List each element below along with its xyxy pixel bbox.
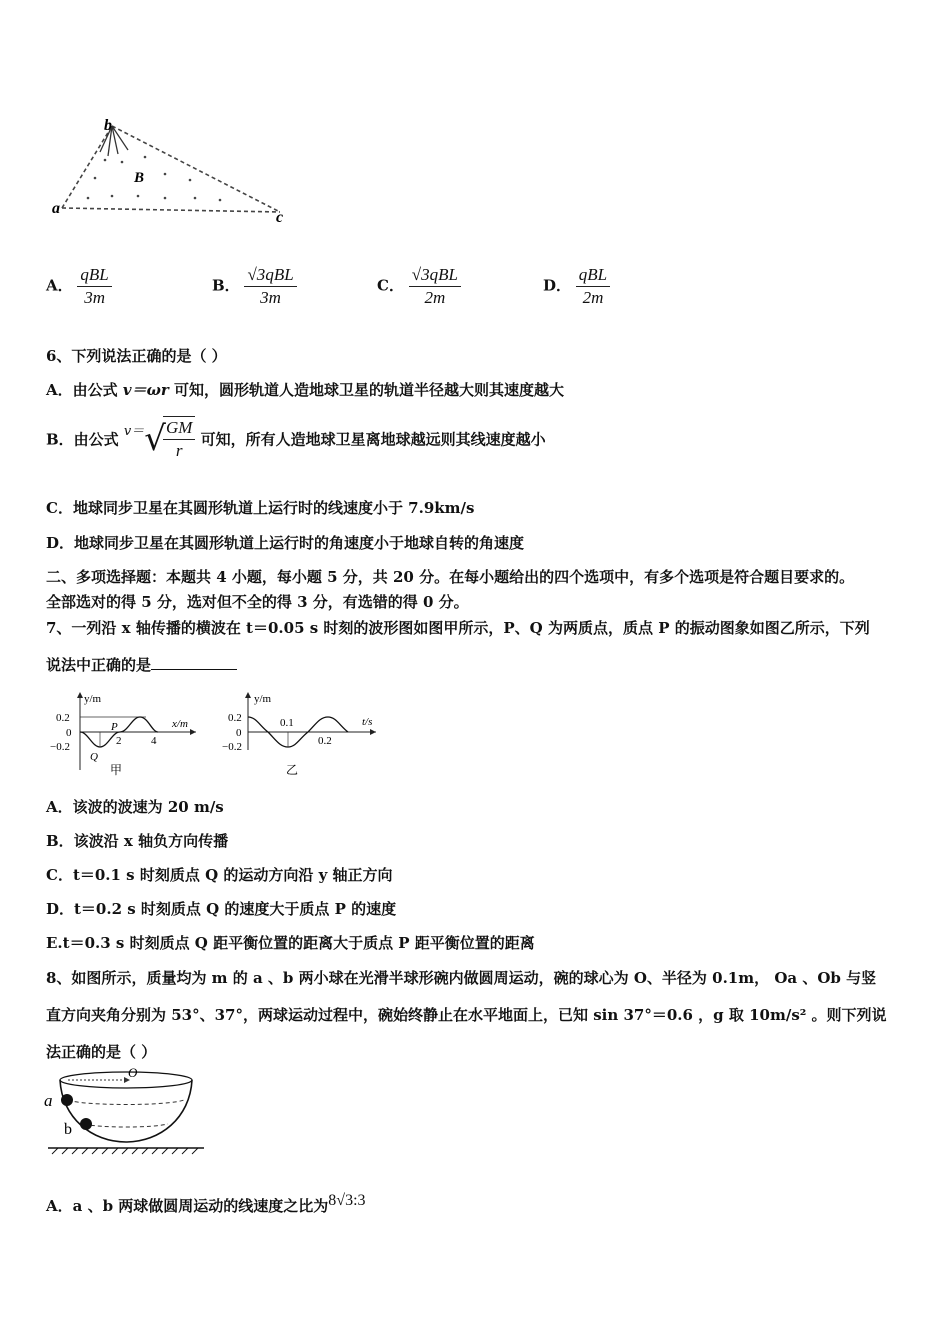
q6-option-a[interactable]: A．由公式 v＝ωr 可知，圆形轨道人造地球卫星的轨道半径越大则其速度越大	[46, 381, 565, 399]
sqrt-sign: √	[144, 419, 166, 459]
vibration-figure-yi	[222, 688, 382, 780]
jia-ylabel: y/m	[84, 693, 102, 705]
yi-xtick-01: 0.1	[280, 717, 294, 729]
q6-option-d[interactable]: D．地球同步卫星在其圆形轨道上运行时的角速度小于地球自转的角速度	[46, 534, 525, 552]
q7-stem-line1: 7、一列沿 x 轴传播的横波在 t＝0.05 s 时刻的波形图如图甲所示，P、Q 为两质点，质点 P 的振动图象如图乙所示，下列	[46, 619, 870, 637]
yi-ytick-top: 0.2	[228, 712, 242, 724]
jia-point-p: P	[111, 721, 118, 733]
q6-stem: 6、下列说法正确的是（ ）	[46, 347, 227, 365]
label-a: a	[52, 200, 60, 217]
q6-option-c[interactable]: C．地球同步卫星在其圆形轨道上运行时的线速度小于 7.9km/s	[46, 499, 475, 517]
q7-option-e[interactable]: E.t＝0.3 s 时刻质点 Q 距平衡位置的距离大于质点 P 距平衡位置的距离	[46, 934, 535, 952]
ball-a-label: a	[44, 1091, 53, 1110]
yi-xtick-02: 0.2	[318, 735, 332, 747]
yi-ytick-bot: −0.2	[222, 741, 242, 753]
section2-heading-line1: 二、多项选择题：本题共 4 小题，每小题 5 分，共 20 分。在每小题给出的四个选项中，有多个选项是符合题目要求的。	[46, 568, 855, 586]
q5-option-b[interactable]: B． $\frac{\text{√3qBL}}{3m}$	[212, 264, 297, 309]
jia-xtick-2: 2	[116, 735, 122, 747]
q7-option-c[interactable]: C．t＝0.1 s 时刻质点 Q 的运动方向沿 y 轴正方向	[46, 866, 393, 884]
jia-xtick-4: 4	[151, 735, 157, 747]
jia-ytick-bot: −0.2	[50, 741, 70, 753]
jia-caption: 甲	[110, 763, 123, 777]
label-c: c	[276, 209, 284, 226]
wave-figure-jia	[46, 688, 206, 780]
triangle-field-figure	[50, 112, 300, 232]
q8-option-a[interactable]: A．a 、b 两球做圆周运动的线速度之比为8√3:3	[46, 1192, 366, 1215]
q8-stem-line3: 法正确的是（ ）	[46, 1043, 157, 1061]
label-b: b	[104, 117, 112, 134]
bowl-center-o: O	[128, 1066, 138, 1080]
q7-option-d[interactable]: D．t＝0.2 s 时刻质点 Q 的速度大于质点 P 的速度	[46, 900, 397, 918]
jia-xlabel: x/m	[172, 718, 188, 730]
q5-option-a[interactable]: A． $\frac{\text{qBL}}{3m}$	[46, 264, 112, 309]
yi-xlabel: t/s	[362, 716, 373, 728]
ball-b-label: b	[64, 1121, 72, 1138]
q7-option-a[interactable]: A．该波的波速为 20 m/s	[46, 798, 224, 816]
q8-stem-line1: 8、如图所示，质量均为 m 的 a 、b 两小球在光滑半球形碗内做圆周运动，碗的球心为 O、半径为 0.1m， Oa 、Ob 与竖	[46, 969, 877, 987]
section2-heading-line2: 全部选对的得 5 分，选对但不全的得 3 分，有选错的得 0 分。	[46, 593, 469, 611]
jia-point-q: Q	[90, 751, 98, 763]
q6-option-b[interactable]: B．由公式 v＝√ $\frac{GM}{r}$ 可知，所有人造地球卫星离地球越远则其线速度越小	[46, 418, 546, 460]
q7-option-b[interactable]: B．该波沿 x 轴负方向传播	[46, 832, 229, 850]
jia-ytick-top: 0.2	[56, 712, 70, 724]
yi-caption: 乙	[286, 763, 299, 777]
yi-ytick-zero: 0	[236, 727, 242, 739]
q8-stem-line2: 直方向夹角分别为 53°、37°，两球运动过程中，碗始终静止在水平地面上，已知 sin 37°＝0.6 ，g 取 10m/s² 。则下列说	[46, 1006, 887, 1024]
jia-ytick-zero: 0	[66, 727, 72, 739]
q7-stem-line2: 说法中正确的是	[46, 654, 237, 675]
label-field-B: B	[134, 170, 145, 186]
yi-ylabel: y/m	[254, 693, 272, 705]
answer-blank[interactable]	[151, 655, 237, 670]
q5-option-d[interactable]: D． $\frac{\text{qBL}}{2m}$	[543, 264, 610, 309]
q5-option-c[interactable]: C． $\frac{\text{√3qBL}}{2m}$	[377, 264, 461, 309]
bowl-figure	[44, 1066, 209, 1158]
